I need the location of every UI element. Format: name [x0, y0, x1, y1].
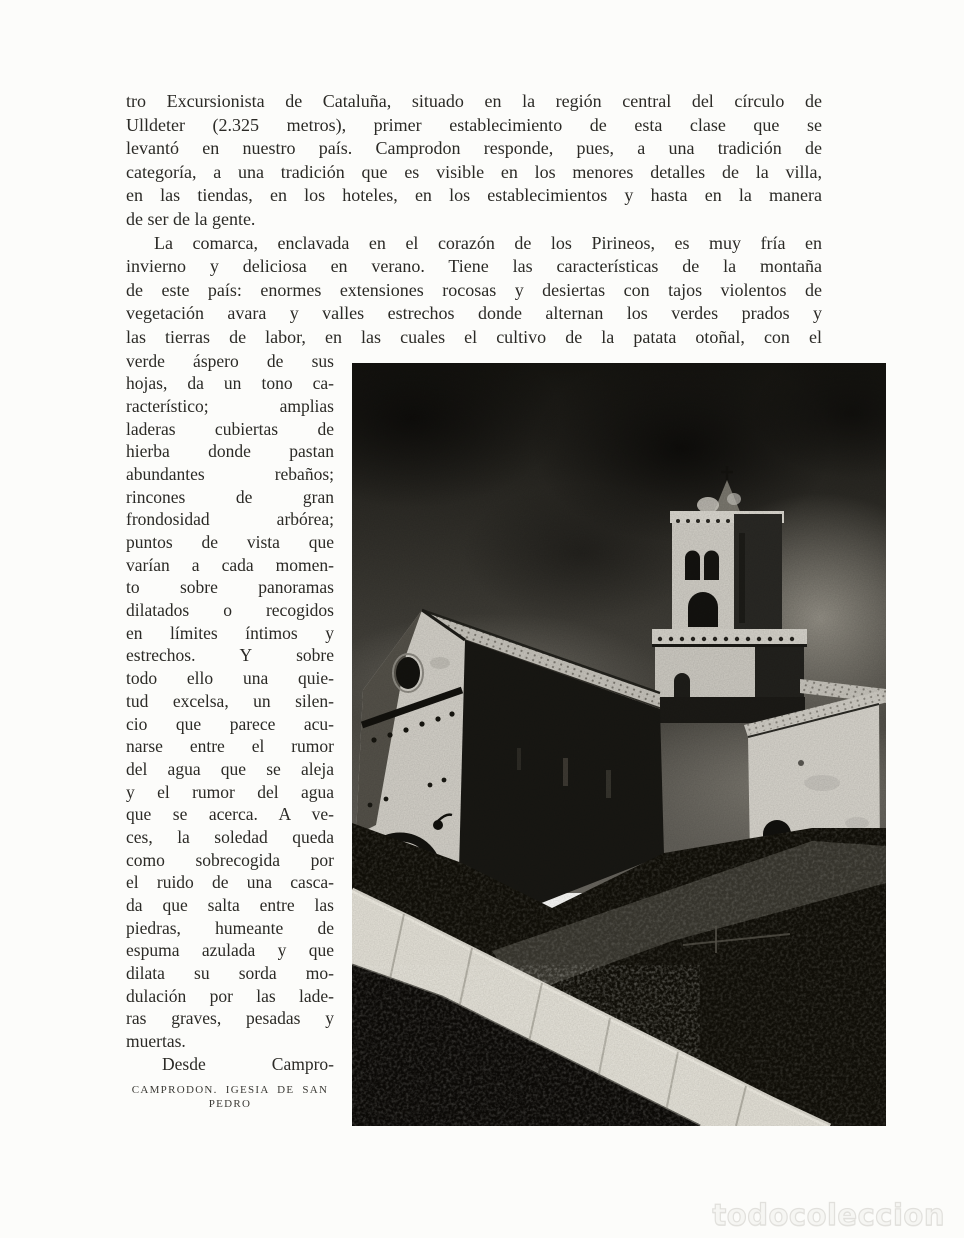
- film-grain-overlay: [352, 363, 886, 1126]
- text-line: hierba donde pastan: [126, 441, 334, 462]
- text-line: estrechos. Y sobre: [126, 645, 334, 666]
- text-line: ces, la soledad queda: [126, 826, 334, 847]
- text-line: racterístico; amplias: [126, 395, 334, 416]
- text-line: y el rumor del agua: [126, 781, 334, 802]
- text-line: en las tiendas, en los hoteles, en los establecimientos y hasta en la manera: [126, 185, 822, 206]
- text-line: dulación por las lade-: [126, 985, 334, 1006]
- text-line: to sobre panoramas: [126, 577, 334, 598]
- text-line: tro Excursionista de Cataluña, situado en la región central del círculo de: [126, 91, 822, 111]
- text-line: La comarca, enclavada en el corazón de los Pirineos, es muy fría en: [154, 232, 822, 253]
- text-line: todo ello una quie-: [126, 668, 334, 689]
- text-line: espuma azulada y que: [126, 940, 334, 961]
- text-line: Ulldeter (2.325 metros), primer establecimiento de esta clase que se: [126, 114, 822, 135]
- text-line: tud excelsa, un silen-: [126, 690, 334, 711]
- text-line: muertas.: [126, 1031, 186, 1052]
- text-line: del agua que se aleja: [126, 758, 334, 779]
- text-line: narse entre el rumor: [126, 736, 334, 757]
- text-line: las tierras de labor, en las cuales el cultivo de la patata otoñal, con el: [126, 326, 822, 347]
- text-line: piedras, humeante de: [126, 917, 334, 938]
- text-line: invierno y deliciosa en verano. Tiene las características de la montaña: [126, 256, 822, 277]
- photo-caption-line1: CAMPRODON. IGESIA DE SAN: [131, 1083, 329, 1096]
- todocoleccion-watermark: todocoleccion: [712, 1198, 945, 1232]
- text-line: levantó en nuestro país. Camprodon responde, pues, a una tradición de: [126, 138, 822, 159]
- text-line: dilatados o recogidos: [126, 600, 334, 621]
- text-line: dilata su sorda mo-: [126, 963, 334, 984]
- text-line: el ruido de una casca-: [126, 872, 334, 893]
- paragraph-intro: [126, 90, 822, 232]
- text-line: verde áspero de sus: [126, 350, 334, 371]
- text-line: cio que parece acu-: [126, 713, 334, 734]
- text-line: puntos de vista que: [126, 532, 334, 553]
- text-line: da que salta entre las: [126, 895, 334, 916]
- text-line: hojas, da un tono ca-: [126, 373, 334, 394]
- text-line: Desde Campro-: [162, 1053, 334, 1074]
- paragraph-comarca-narrow-column: [126, 350, 334, 1053]
- text-line: categoría, a una tradición que es visible en los menores detalles de la villa,: [126, 161, 822, 182]
- text-line: vegetación avara y valles estrechos donde alternan los verdes prados y: [126, 303, 822, 324]
- text-line: en límites íntimos y: [126, 622, 334, 643]
- text-line: que se acerca. A ve-: [126, 804, 334, 825]
- text-line: laderas cubiertas de: [126, 418, 334, 439]
- text-line: rincones de gran: [126, 486, 334, 507]
- church-photograph: [352, 363, 886, 1126]
- text-line: de este país: enormes extensiones rocosas y desiertas con tajos violentos de: [126, 279, 822, 300]
- photo-caption: [126, 1083, 334, 1111]
- text-line: ras graves, pesadas y: [126, 1008, 334, 1029]
- photo-caption-line2: PEDRO: [208, 1097, 252, 1110]
- text-line: como sobrecogida por: [126, 849, 334, 870]
- text-line: varían a cada momen-: [126, 554, 334, 575]
- text-line: de ser de la gente.: [126, 208, 256, 229]
- church-photo-illustration: [352, 363, 886, 1126]
- text-line: frondosidad arbórea;: [126, 509, 334, 530]
- paragraph-comarca-full: [126, 232, 822, 350]
- text-line: abundantes rebaños;: [126, 463, 334, 484]
- paragraph-desde-camprodon: [126, 1053, 334, 1076]
